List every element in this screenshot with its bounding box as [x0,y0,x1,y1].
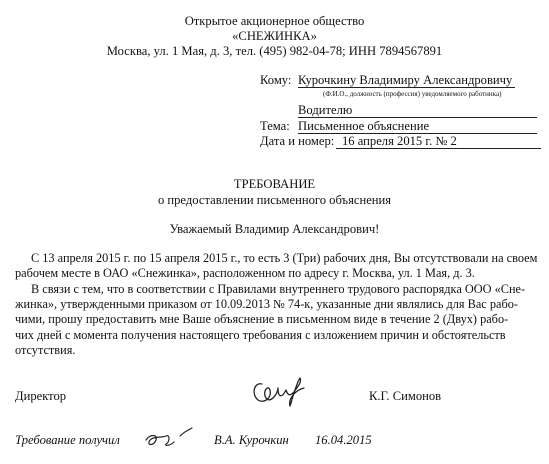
to-value-text: Курочкину Владимиру Александровичу [298,73,515,88]
document-subtitle: о предоставлении письменного объяснения [157,193,392,207]
body-p2-line1: В связи с тем, что в соответствии с Правилами внутреннего трудового распорядка ООО «Сне- [31,282,526,296]
date-label: Дата и номер: [260,134,335,148]
org-line1: Открытое акционерное общество [184,14,365,28]
receipt-date: 16.04.2015 [315,433,372,447]
signer-role: Директор [15,389,67,403]
receipt-name: В.А. Курочкин [214,433,289,447]
body-p2-line5: отсутствия. [15,343,76,357]
director-signature-icon [248,374,308,410]
subject-value [298,119,537,134]
position-value [298,103,537,118]
body-p2-line2: жинка», утвержденными приказом от 10.09.2013 № 74-к, указанные дни являлись для Вас рабо- [15,297,518,311]
to-value [298,73,515,88]
date-value [336,134,541,149]
subject-label: Тема: [260,119,290,133]
to-hint: (Ф.И.О., должность (профессия) уведомляемого работника) [323,90,502,98]
date-text: 16 апреля 2015 г. № 2 [336,134,541,149]
body-p1-line2: рабочем месте в ОАО «Снежинка», расположенном по адресу г. Москва, ул. 1 Мая, д. 3. [15,266,475,280]
document-title: ТРЕБОВАНИЕ [233,177,316,191]
signer-name: К.Г. Симонов [369,389,442,403]
body-p2-line3: чими, прошу предоставить мне Ваше объяснение в письменном виде в течение 2 (Двух) рабо- [15,312,509,326]
subject-text: Письменное объяснение [298,119,537,134]
org-address: Москва, ул. 1 Мая, д. 3, тел. (495) 982-04-78; ИНН 7894567891 [106,44,443,58]
org-name: «СНЕЖИНКА» [232,29,317,43]
receipt-signature-icon [140,424,198,452]
position-text: Водителю [298,103,537,118]
receipt-label: Требование получил [15,433,120,447]
body-p1-line1: С 13 апреля 2015 г. по 15 апреля 2015 г., то есть 3 (Три) рабочих дня, Вы отсутствовали на своем [31,251,538,265]
greeting: Уважаемый Владимир Александрович! [169,222,380,236]
to-label: Кому: [260,73,292,87]
body-p2-line4: чих дней с момента получения настоящего требования с изложением причин и обстоятельств [15,328,506,342]
